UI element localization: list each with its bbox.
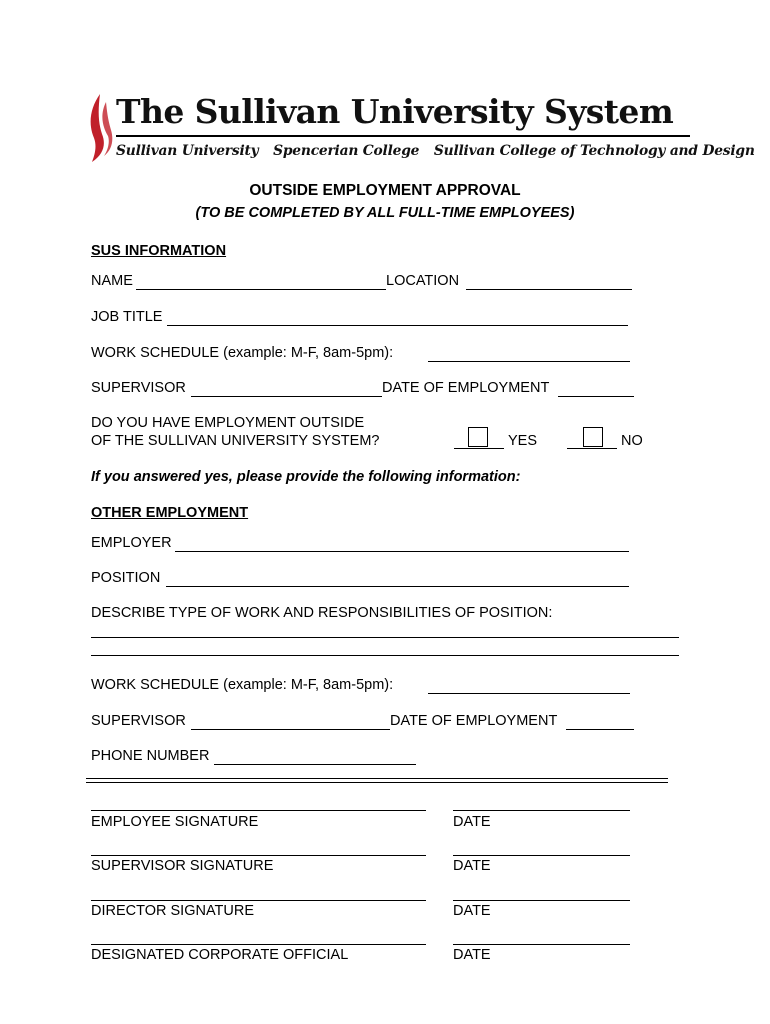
other-work-schedule-label: WORK SCHEDULE (example: M-F, 8am-5pm): [91, 677, 394, 693]
date-label: DATE [453, 814, 491, 830]
date-of-employment-label: DATE OF EMPLOYMENT [382, 380, 550, 396]
describe-field-line-2[interactable] [91, 655, 679, 656]
other-work-schedule-field[interactable] [428, 677, 630, 694]
section-heading-other: OTHER EMPLOYMENT [91, 505, 249, 521]
yes-label: YES [508, 433, 538, 449]
supervisor-label: SUPERVISOR [91, 380, 186, 396]
yes-underline [454, 448, 504, 449]
form-subtitle: (TO BE COMPLETED BY ALL FULL-TIME EMPLOYEES) [195, 205, 575, 221]
other-supervisor-field[interactable] [191, 713, 390, 730]
other-supervisor-label: SUPERVISOR [91, 713, 186, 729]
logo-title: The Sullivan University System [116, 92, 674, 131]
signature-line[interactable] [91, 855, 426, 856]
supervisor-field[interactable] [191, 380, 382, 397]
outside-employment-question-line2: OF THE SULLIVAN UNIVERSITY SYSTEM? [91, 433, 380, 449]
position-field[interactable] [166, 570, 629, 587]
name-field[interactable] [136, 273, 386, 290]
section-divider [86, 778, 668, 783]
signature-label: EMPLOYEE SIGNATURE [91, 814, 259, 830]
logo-subtitle-item: Sullivan University [116, 143, 259, 159]
employer-field[interactable] [175, 535, 629, 552]
date-label: DATE [453, 858, 491, 874]
signature-label: DESIGNATED CORPORATE OFFICIAL [91, 947, 349, 963]
date-line[interactable] [453, 855, 630, 856]
position-label: POSITION [91, 570, 161, 586]
section-heading-sus: SUS INFORMATION [91, 243, 227, 259]
describe-field-line-1[interactable] [91, 637, 679, 638]
no-label: NO [621, 433, 643, 449]
no-checkbox[interactable] [583, 427, 603, 447]
date-label: DATE [453, 947, 491, 963]
no-underline [567, 448, 617, 449]
date-line[interactable] [453, 900, 630, 901]
location-field[interactable] [466, 273, 632, 290]
phone-number-label: PHONE NUMBER [91, 748, 210, 764]
logo-subtitle [116, 142, 765, 160]
employer-label: EMPLOYER [91, 535, 172, 551]
yes-checkbox[interactable] [468, 427, 488, 447]
logo-divider [116, 135, 690, 137]
flame-logo-icon [86, 92, 114, 164]
signature-line[interactable] [91, 900, 426, 901]
form-title: OUTSIDE EMPLOYMENT APPROVAL [249, 182, 521, 199]
describe-label: DESCRIBE TYPE OF WORK AND RESPONSIBILITIES OF POSITION: [91, 605, 553, 621]
signature-label: DIRECTOR SIGNATURE [91, 903, 255, 919]
job-title-field[interactable] [167, 309, 628, 326]
signature-line[interactable] [91, 944, 426, 945]
date-label: DATE [453, 903, 491, 919]
other-date-of-employment-label: DATE OF EMPLOYMENT [390, 713, 558, 729]
phone-number-field[interactable] [214, 748, 416, 765]
instruction-text: If you answered yes, please provide the following information: [91, 469, 521, 485]
work-schedule-field[interactable] [428, 345, 630, 362]
logo-subtitle-item: Sullivan College of Technology and Design [433, 143, 755, 159]
signature-label: SUPERVISOR SIGNATURE [91, 858, 274, 874]
logo-subtitle-item: Spencerian College [273, 143, 420, 159]
location-label: LOCATION [386, 273, 460, 289]
outside-employment-question: DO YOU HAVE EMPLOYMENT OUTSIDE [91, 415, 365, 431]
date-line[interactable] [453, 944, 630, 945]
name-label: NAME [91, 273, 133, 289]
other-date-of-employment-field[interactable] [566, 713, 634, 730]
work-schedule-label: WORK SCHEDULE (example: M-F, 8am-5pm): [91, 345, 394, 361]
job-title-label: JOB TITLE [91, 309, 163, 325]
date-of-employment-field[interactable] [558, 380, 634, 397]
signature-line[interactable] [91, 810, 426, 811]
date-line[interactable] [453, 810, 630, 811]
